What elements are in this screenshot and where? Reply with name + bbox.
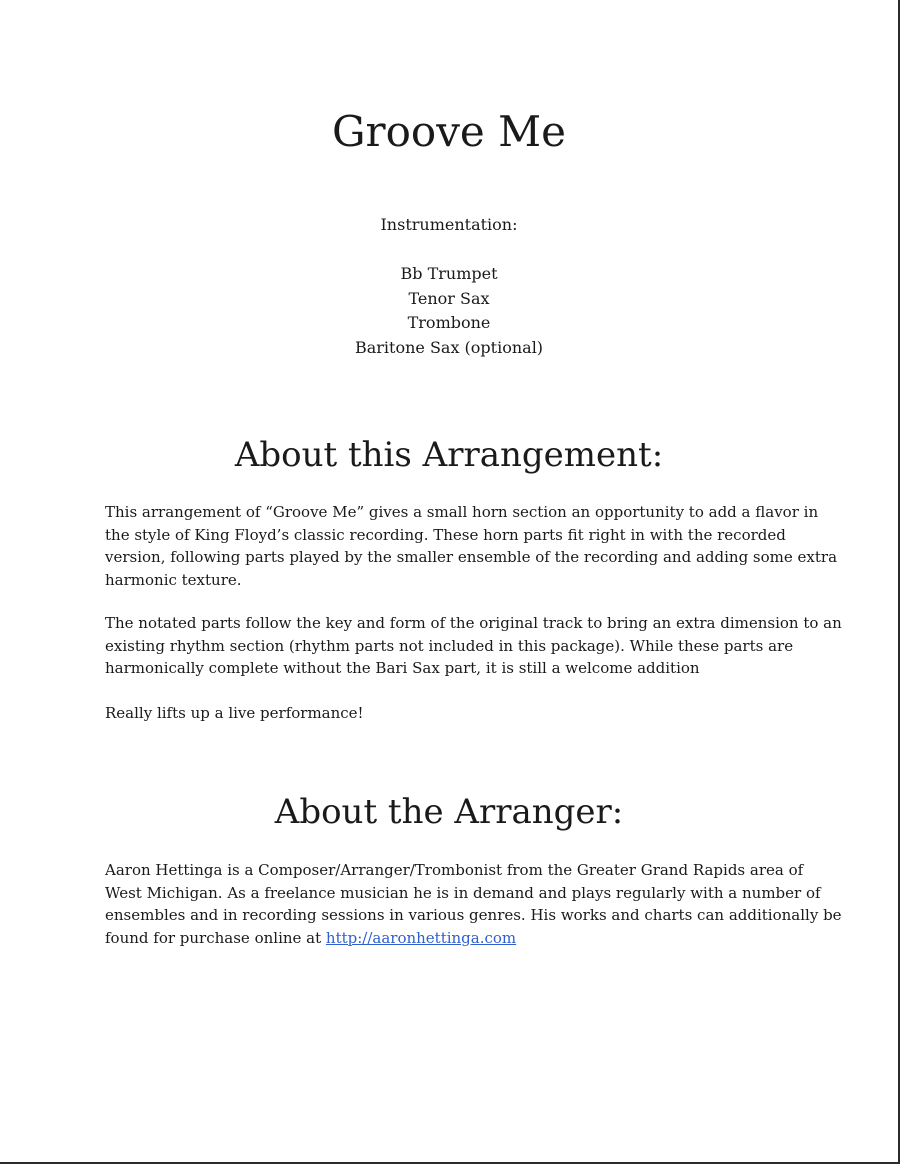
instrument-item: Trombone [407,313,491,332]
arrangement-paragraph-2 [105,612,842,680]
paragraph-line: version, following parts played by the smaller ensemble of the recording and adding some extra [105,548,838,566]
document-title: Groove Me [332,107,566,156]
instrument-item: Tenor Sax [408,288,490,308]
paragraph-line: ensembles and in recording sessions in various genres. His works and charts can additionally be [105,906,842,924]
paragraph-line: This arrangement of “Groove Me” gives a small horn section an opportunity to add a flavor in [105,503,819,521]
arranger-bio-paragraph [105,859,842,949]
instrumentation-list [0,262,898,360]
link-prefix-text: found for purchase online at [105,928,326,947]
instrument-item: Bb Trumpet [400,264,498,283]
paragraph-line: harmonically complete without the Bari Sax part, it is still a welcome addition [105,659,700,677]
paragraph-line: West Michigan. As a freelance musician he is in demand and plays regularly with a number of [105,883,821,902]
website-link[interactable]: http://aaronhettinga.com [325,928,517,947]
paragraph-line: Really lifts up a live performance! [105,704,364,722]
paragraph-line: The notated parts follow the key and form of the original track to bring an extra dimension to an [105,614,842,632]
paragraph-line: Aaron Hettinga is a Composer/Arranger/Trombonist from the Greater Grand Rapids area of [105,861,804,879]
paragraph-line: the style of King Floyd’s classic recording. These horn parts fit right in with the recorded [105,525,786,544]
paragraph-line-with-link [105,927,805,950]
paragraph-line: existing rhythm section (rhythm parts not included in this package). While these parts are [105,636,794,655]
about-arrangement-heading: About this Arrangement: [234,435,664,475]
instrumentation-label: Instrumentation: [380,215,518,234]
about-arranger-heading: About the Arranger: [274,792,624,832]
arrangement-paragraph-3 [105,702,805,725]
instrument-item: Baritone Sax (optional) [354,337,544,357]
arrangement-paragraph-1 [105,501,838,591]
paragraph-line: harmonic texture. [105,570,242,589]
